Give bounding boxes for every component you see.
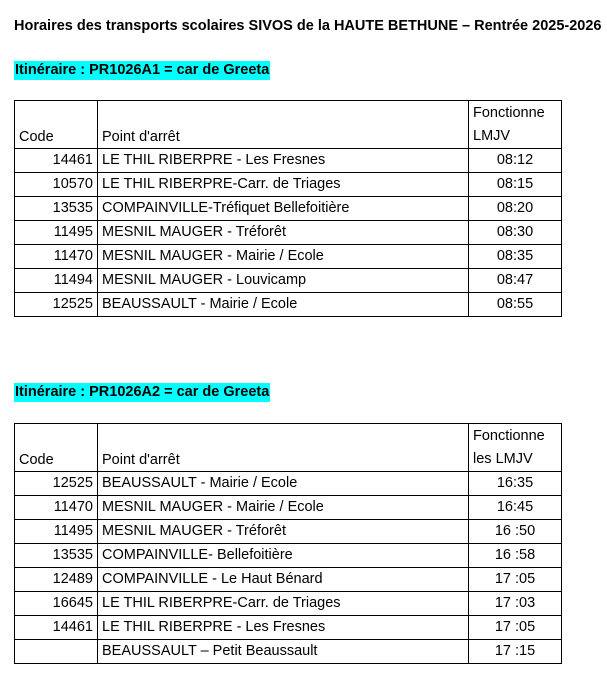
departure-time: 08:12	[469, 149, 562, 173]
stop-code: 13535	[15, 544, 98, 568]
table-row	[15, 520, 562, 544]
stop-name: COMPAINVILLE - Le Haut Bénard	[98, 568, 469, 592]
stop-name: LE THIL RIBERPRE - Les Fresnes	[98, 149, 469, 173]
departure-time: 08:35	[469, 245, 562, 269]
stop-code: 12525	[15, 293, 98, 317]
departure-time: 08:55	[469, 293, 562, 317]
table-header-row	[15, 101, 562, 149]
departure-time: 17 :05	[469, 616, 562, 640]
stop-name: LE THIL RIBERPRE-Carr. de Triages	[98, 173, 469, 197]
stop-name: MESNIL MAUGER - Louvicamp	[98, 269, 469, 293]
stop-name: COMPAINVILLE-Tréfiquet Bellefoitière	[98, 197, 469, 221]
stop-name: LE THIL RIBERPRE - Les Fresnes	[98, 616, 469, 640]
stop-name: BEAUSSAULT – Petit Beaussault	[98, 640, 469, 664]
stop-name: MESNIL MAUGER - Tréforêt	[98, 221, 469, 245]
departure-time: 08:47	[469, 269, 562, 293]
stop-name: MESNIL MAUGER - Mairie / Ecole	[98, 496, 469, 520]
stop-name: BEAUSSAULT - Mairie / Ecole	[98, 293, 469, 317]
departure-time: 16 :58	[469, 544, 562, 568]
table-row	[15, 197, 562, 221]
header-fonctionne-line2: les LMJV	[473, 451, 533, 467]
header-fonctionne-line1: Fonctionne	[473, 105, 545, 121]
table-row	[15, 245, 562, 269]
departure-time: 08:30	[469, 221, 562, 245]
stop-code: 16645	[15, 592, 98, 616]
departure-time: 16:35	[469, 472, 562, 496]
stop-code: 13535	[15, 197, 98, 221]
route-label-pr1026a1: Itinéraire : PR1026A1 = car de Greeta	[15, 62, 270, 78]
stop-code	[15, 640, 98, 664]
stop-code: 11470	[15, 496, 98, 520]
stop-code: 11495	[15, 520, 98, 544]
departure-time: 16 :50	[469, 520, 562, 544]
departure-time: 17 :15	[469, 640, 562, 664]
table-row	[15, 173, 562, 197]
stop-name: MESNIL MAUGER - Tréforêt	[98, 520, 469, 544]
departure-time: 17 :03	[469, 592, 562, 616]
stop-code: 14461	[15, 616, 98, 640]
stop-name: MESNIL MAUGER - Mairie / Ecole	[98, 245, 469, 269]
table-row	[15, 640, 562, 664]
stop-name: LE THIL RIBERPRE-Carr. de Triages	[98, 592, 469, 616]
stop-name: BEAUSSAULT - Mairie / Ecole	[98, 472, 469, 496]
header-code: Code	[15, 424, 98, 472]
header-fonctionne	[469, 101, 562, 149]
stop-code: 11494	[15, 269, 98, 293]
table-row	[15, 269, 562, 293]
table-row	[15, 472, 562, 496]
route-label-pr1026a2: Itinéraire : PR1026A2 = car de Greeta	[15, 384, 270, 400]
header-fonctionne-line2: LMJV	[473, 128, 511, 144]
table-row	[15, 293, 562, 317]
table-row	[15, 592, 562, 616]
table-row	[15, 496, 562, 520]
departure-time: 16:45	[469, 496, 562, 520]
table-row	[15, 568, 562, 592]
table-row	[15, 544, 562, 568]
departure-time: 08:15	[469, 173, 562, 197]
stop-code: 11495	[15, 221, 98, 245]
stop-code: 11470	[15, 245, 98, 269]
header-fonctionne	[469, 424, 562, 472]
table-row	[15, 149, 562, 173]
header-stop: Point d'arrêt	[98, 424, 469, 472]
page-title: Horaires des transports scolaires SIVOS de la HAUTE BETHUNE – Rentrée 2025-2026	[14, 18, 602, 34]
stop-code: 12525	[15, 472, 98, 496]
schedule-table-pr1026a1	[14, 100, 562, 317]
stop-code: 14461	[15, 149, 98, 173]
departure-time: 17 :05	[469, 568, 562, 592]
header-stop: Point d'arrêt	[98, 101, 469, 149]
stop-code: 10570	[15, 173, 98, 197]
table-row	[15, 221, 562, 245]
schedule-table-pr1026a2	[14, 423, 562, 664]
table-row	[15, 616, 562, 640]
header-fonctionne-line1: Fonctionne	[473, 428, 545, 444]
stop-code: 12489	[15, 568, 98, 592]
departure-time: 08:20	[469, 197, 562, 221]
stop-name: COMPAINVILLE- Bellefoitière	[98, 544, 469, 568]
header-code: Code	[15, 101, 98, 149]
table-header-row	[15, 424, 562, 472]
